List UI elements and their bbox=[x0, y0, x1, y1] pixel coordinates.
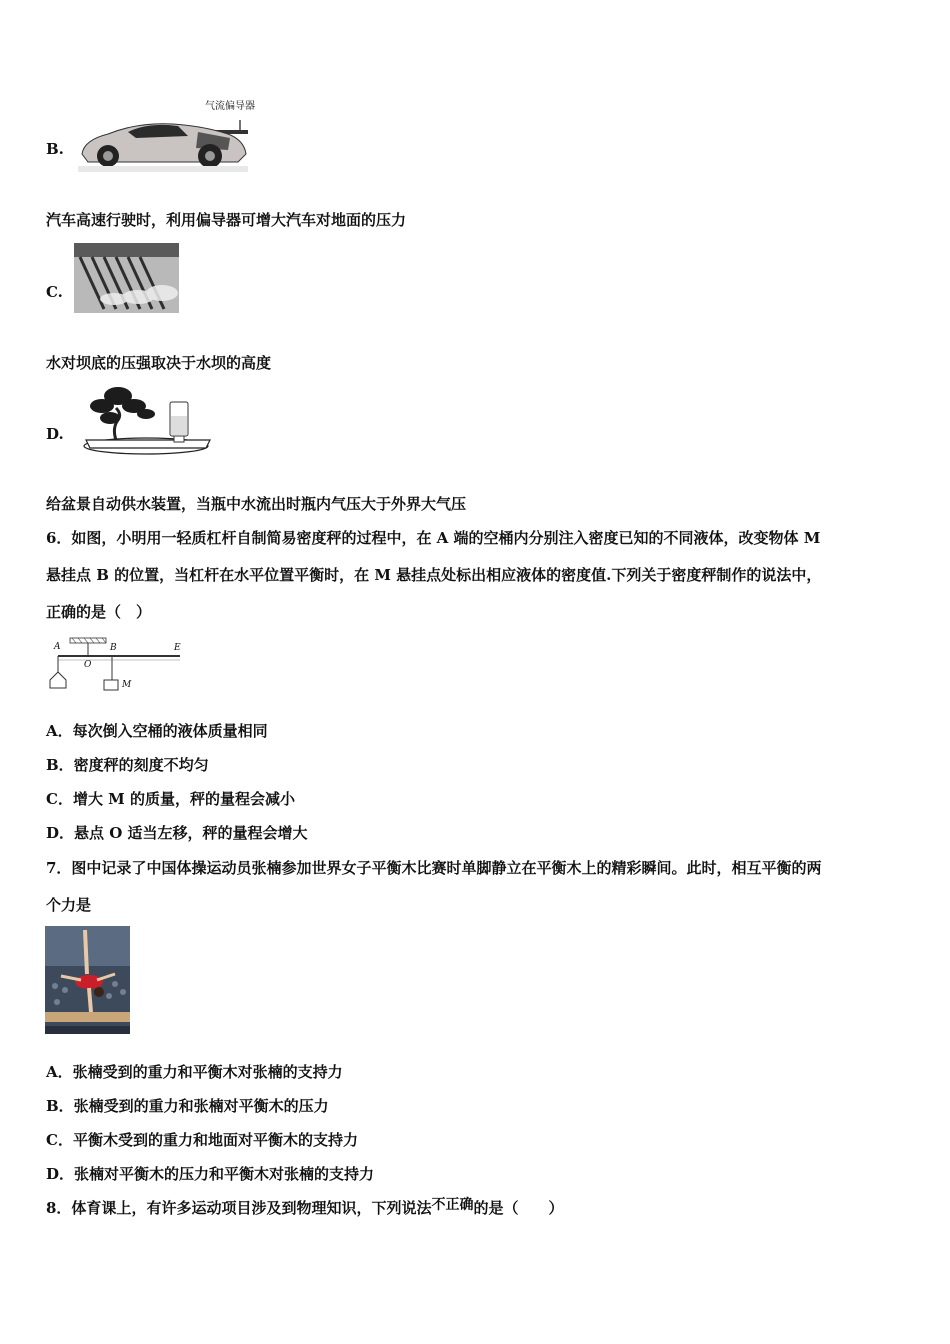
q6-option-c: C．增大 M 的质量，秤的量程会减小 bbox=[46, 790, 295, 808]
lever-label-b: B bbox=[110, 643, 117, 653]
lever-label-e: E bbox=[174, 643, 181, 653]
sports-car-image bbox=[78, 110, 248, 172]
lever-density-scale-figure bbox=[44, 634, 186, 694]
q6-line-3: 正确的是（ ） bbox=[46, 603, 152, 621]
lever-label-m: M bbox=[122, 680, 132, 690]
q8-emphasis-not-correct: 不正确 bbox=[431, 1197, 474, 1213]
bonsai-water-supply-image bbox=[82, 384, 214, 456]
q7-option-d: D．张楠对平衡木的压力和平衡木对张楠的支持力 bbox=[46, 1165, 375, 1183]
q6-option-a: A．每次倒入空桶的液体质量相同 bbox=[46, 722, 268, 740]
q8-text-start: 8．体育课上，有许多运动项目涉及到物理知识，下列说法 bbox=[46, 1199, 432, 1217]
q6-line-1: 6．如图，小明用一轻质杠杆自制简易密度秤的过程中，在 A 端的空桶内分别注入密度已知的不同液体，改变物体 M bbox=[46, 529, 821, 547]
q6-line-2: 悬挂点 B 的位置，当杠杆在水平位置平衡时，在 M 悬挂点处标出相应液体的密度值.下列关于密度秤制作的说法中， bbox=[46, 566, 822, 584]
gymnast-balance-beam-image bbox=[45, 926, 130, 1034]
q7-option-a: A．张楠受到的重力和平衡木对张楠的支持力 bbox=[46, 1063, 343, 1081]
option-b-letter: B. bbox=[46, 140, 64, 158]
q7-line-2: 个力是 bbox=[46, 896, 92, 914]
q6-option-b: B．密度秤的刻度不均匀 bbox=[46, 756, 209, 774]
q7-line-1: 7．图中记录了中国体操运动员张楠参加世界女子平衡木比赛时单脚静立在平衡木上的精彩瞬间。此时，相互平衡的两 bbox=[46, 859, 822, 877]
lever-label-a: A bbox=[54, 642, 61, 652]
option-b-caption: 汽车高速行驶时，利用偏导器可增大汽车对地面的压力 bbox=[46, 211, 407, 229]
spoiler-figure-label: 气流偏导器 bbox=[205, 101, 255, 112]
q8-text-end: 的是（ ） bbox=[473, 1199, 564, 1217]
dam-spillway-image bbox=[74, 243, 179, 313]
option-c-letter: C. bbox=[46, 283, 63, 301]
q7-option-c: C．平衡木受到的重力和地面对平衡木的支持力 bbox=[46, 1131, 358, 1149]
option-d-letter: D. bbox=[46, 425, 64, 443]
q8-line-1 bbox=[46, 1198, 563, 1219]
option-c-caption: 水对坝底的压强取决于水坝的高度 bbox=[46, 354, 272, 372]
option-d-caption: 给盆景自动供水装置，当瓶中水流出时瓶内气压大于外界大气压 bbox=[46, 495, 467, 513]
lever-label-o: O bbox=[84, 660, 92, 670]
q6-option-d: D．悬点 O 适当左移，秤的量程会增大 bbox=[46, 824, 308, 842]
q7-option-b: B．张楠受到的重力和张楠对平衡木的压力 bbox=[46, 1097, 329, 1115]
